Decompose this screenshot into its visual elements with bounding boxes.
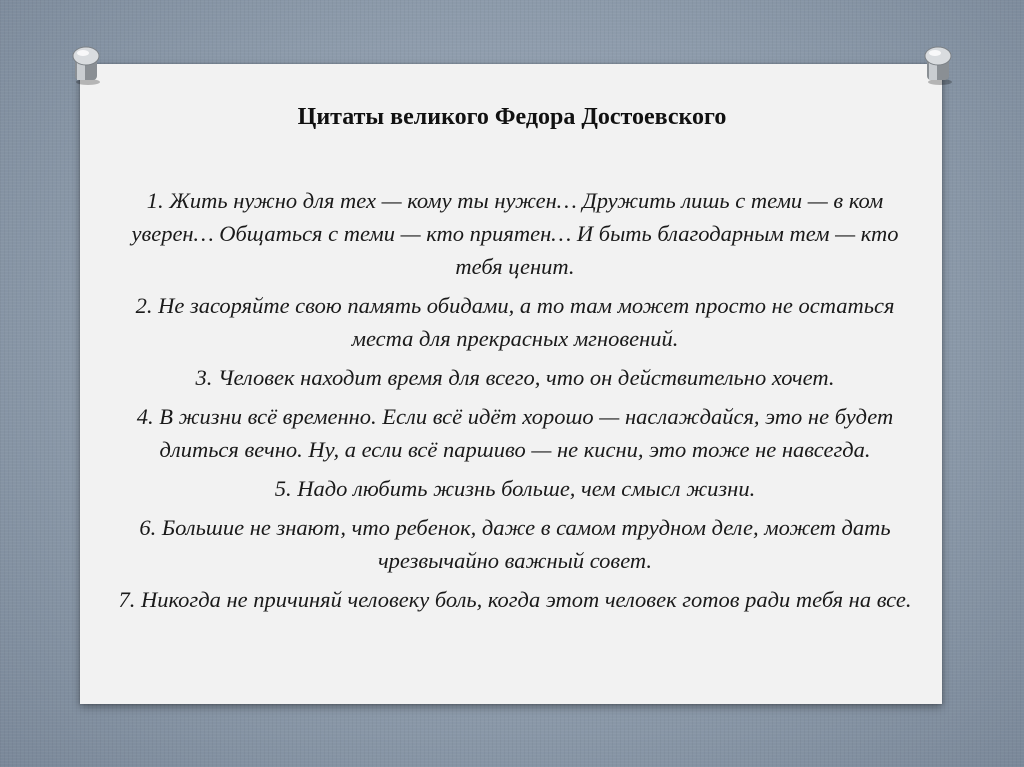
quote-item: 3. Человек находит время для всего, что он действительно хочет. bbox=[195, 365, 835, 390]
slide-title: Цитаты великого Федора Достоевского bbox=[297, 104, 727, 130]
quote-item: 5. Надо любить жизнь больше, чем смысл жизни. bbox=[274, 476, 756, 501]
quote-item: 4. В жизни всё временно. Если всё идёт хорошо — наслаждайся, это не будет длиться вечно. Ну, а если всё паршиво — не кисни, это тоже не навсегда. bbox=[136, 404, 894, 462]
pushpin-icon bbox=[66, 40, 106, 86]
quote-item: 2. Не засоряйте свою память обидами, а то там может просто не остаться места для прекрасных мгновений. bbox=[135, 293, 895, 351]
quote-item: 1. Жить нужно для тех — кому ты нужен… Дружить лишь с теми — в ком уверен… Общаться с теми — кто приятен… И быть благодарным тем — кто тебя ценит. bbox=[131, 188, 899, 279]
quote-item: 6. Большие не знают, что ребенок, даже в самом трудном деле, может дать чрезвычайно важный совет. bbox=[139, 515, 891, 573]
quote-item: 7. Никогда не причиняй человеку боль, когда этот человек готов ради тебя на все. bbox=[118, 587, 912, 612]
quotes-list bbox=[110, 184, 920, 622]
pushpin-icon bbox=[918, 40, 958, 86]
